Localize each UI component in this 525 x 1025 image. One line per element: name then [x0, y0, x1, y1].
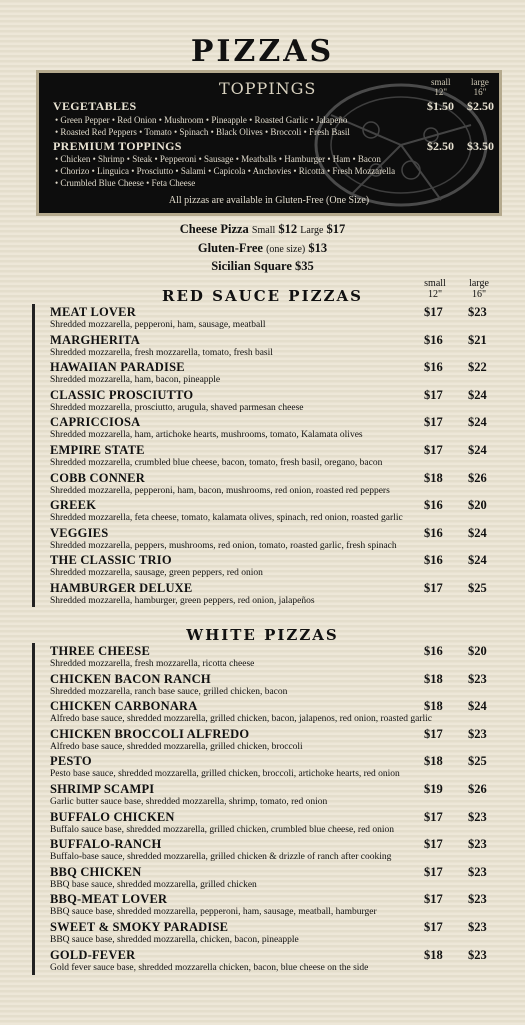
price-large: $23 [468, 947, 487, 962]
price-large: $20 [468, 644, 487, 658]
gluten-free-note: All pizzas are available in Gluten-Free (One Size) [168, 195, 370, 206]
cheese-small-price: $12 [278, 222, 298, 236]
item-name: SWEET & SMOKY PARADISE [50, 920, 229, 934]
vegetables-heading: VEGETABLES [53, 99, 137, 113]
menu-item [50, 498, 500, 526]
price-small: $17 [424, 305, 443, 319]
size-small-label: small [431, 77, 451, 87]
price-small: $17 [424, 581, 443, 595]
menu-item [50, 920, 500, 948]
item-description: Shredded mozzarella, crumbled blue cheese, bacon, tomato, fresh basil, oregano, bacon [50, 458, 383, 468]
gluten-free-price: $13 [308, 240, 328, 255]
vegetables-line: • Green Pepper • Red Onion • Mushroom • Pineapple • Roasted Garlic • Jalapeño [55, 115, 348, 125]
premium-heading: PREMIUM TOPPINGS [53, 139, 182, 153]
price-large: $23 [468, 864, 487, 879]
price-large: $24 [468, 443, 487, 457]
menu-item [50, 360, 500, 388]
item-description: Shredded mozzarella, prosciutto, arugula, shaved parmesan cheese [50, 402, 304, 413]
gluten-free-line [0, 240, 525, 259]
cheese-large-label: Large [300, 225, 324, 236]
item-name: VEGGIES [50, 525, 109, 540]
size-small-inches: 12" [434, 87, 448, 97]
item-name: HAMBURGER DELUXE [50, 581, 193, 595]
price-large: $24 [468, 415, 487, 430]
price-large: $24 [468, 699, 487, 714]
item-name: HAWAIIAN PARADISE [50, 360, 185, 375]
toppings-panel [36, 70, 502, 216]
price-small: $16 [424, 553, 443, 568]
menu-item [50, 865, 500, 893]
page-title: PIZZAS [190, 34, 335, 69]
menu-item [50, 837, 500, 865]
price-large: $23 [468, 726, 487, 741]
item-name: CHICKEN BACON RANCH [50, 671, 211, 686]
item-name: GREEK [50, 498, 97, 513]
price-small: $16 [424, 498, 443, 513]
menu-item [50, 644, 500, 672]
item-description: Garlic butter sauce base, shredded mozzarella, shrimp, tomato, red onion [50, 797, 328, 807]
item-description: Shredded mozzarella, ham, bacon, pineapple [50, 375, 221, 386]
item-description: Alfredo base sauce, shredded mozzarella, grilled chicken, broccoli [50, 741, 303, 752]
item-description: Shredded mozzarella, pepperoni, ham, bacon, mushrooms, red onion, roasted red peppers [50, 485, 390, 496]
price-small: $17 [424, 837, 443, 852]
item-name: BUFFALO CHICKEN [50, 809, 175, 824]
menu-item [50, 415, 500, 443]
price-small: $17 [424, 920, 443, 934]
item-description: Buffalo sauce base, shredded mozzarella, grilled chicken, crumbled blue cheese, red onion [50, 824, 395, 835]
menu-item [50, 754, 500, 782]
size-small-inches: 12" [427, 289, 443, 300]
menu-item [50, 699, 500, 727]
premium-line: • Chicken • Shrimp • Steak • Pepperoni • Sausage • Meatballs • Hamburger • Ham • Bacon [55, 154, 381, 164]
price-small: $17 [424, 864, 443, 879]
menu-item [50, 471, 500, 499]
size-large-label: large [471, 77, 489, 87]
item-name: CHICKEN BROCCOLI ALFREDO [50, 726, 250, 741]
price-small: $18 [424, 470, 443, 485]
item-name: SHRIMP SCAMPI [50, 782, 155, 796]
item-name: THREE CHEESE [50, 644, 151, 658]
price-small: $18 [424, 699, 443, 714]
item-description: Shredded mozzarella, ham, artichoke hearts, mushrooms, tomato, Kalamata olives [50, 430, 363, 441]
premium-price-small: $2.50 [427, 139, 454, 153]
red-section-divider [32, 304, 35, 607]
menu-item [50, 672, 500, 700]
item-description: Alfredo base sauce, shredded mozzarella, grilled chicken, bacon, jalapenos, red onion, roasted garlic [50, 714, 432, 725]
price-small: $17 [424, 443, 443, 457]
price-large: $24 [468, 553, 487, 568]
item-description: BBQ sauce base, shredded mozzarella, pepperoni, ham, sausage, meatball, hamburger [50, 907, 377, 918]
item-name: BUFFALO-RANCH [50, 837, 162, 852]
price-small: $17 [424, 892, 443, 907]
menu-item [50, 782, 500, 810]
price-large: $23 [468, 837, 487, 852]
menu-item [50, 581, 500, 609]
price-large: $21 [468, 332, 487, 347]
size-large-inches: 16" [471, 289, 487, 300]
item-description: BBQ base sauce, shredded mozzarella, grilled chicken [50, 879, 257, 890]
item-description: Shredded mozzarella, peppers, mushrooms, red onion, tomato, roasted garlic, fresh spinach [50, 540, 397, 551]
price-small: $19 [424, 782, 443, 796]
premium-line: • Crumbled Blue Cheese • Feta Cheese [55, 178, 196, 188]
premium-line: • Chorizo • Linguica • Prosciutto • Salami • Capicola • Anchovies • Ricotta • Fresh Mozzarella [55, 166, 396, 176]
item-name: BBQ-MEAT LOVER [50, 892, 168, 907]
vegetables-price-small: $1.50 [427, 99, 454, 113]
item-description: Shredded mozzarella, pepperoni, ham, sausage, meatball [50, 320, 266, 330]
price-large: $25 [468, 754, 487, 769]
price-large: $25 [468, 581, 487, 595]
toppings-size-small [431, 77, 451, 97]
item-name: CAPRICCIOSA [50, 415, 141, 430]
menu-item [50, 553, 500, 581]
item-description: Shredded mozzarella, sausage, green peppers, red onion [50, 568, 263, 579]
item-name: THE CLASSIC TRIO [50, 553, 172, 568]
menu-item [50, 810, 500, 838]
cheese-large-price: $17 [326, 222, 346, 236]
price-small: $17 [424, 809, 443, 824]
pizza-illustration-icon [291, 75, 491, 215]
red-size-large [462, 278, 496, 300]
white-section-divider [32, 643, 35, 975]
sicilian-line: Sicilian Square $35 [211, 259, 314, 273]
item-description: Buffalo-base sauce, shredded mozzarella, grilled chicken & drizzle of ranch after cooking [50, 852, 392, 863]
size-large-inches: 16" [473, 87, 487, 97]
menu-item [50, 305, 500, 333]
price-large: $23 [468, 671, 487, 686]
red-sauce-title: RED SAUCE PIZZAS [162, 287, 363, 305]
vegetables-price-large: $2.50 [467, 99, 494, 113]
price-small: $16 [424, 360, 443, 375]
size-small-label: small [424, 278, 446, 289]
price-large: $26 [468, 782, 487, 796]
price-small: $18 [424, 947, 443, 962]
item-name: MEAT LOVER [50, 305, 136, 319]
price-large: $23 [468, 892, 487, 907]
cheese-pizza-label: Cheese Pizza [179, 222, 249, 236]
price-large: $23 [468, 809, 487, 824]
item-name: EMPIRE STATE [50, 443, 145, 457]
menu-item [50, 727, 500, 755]
size-large-label: large [469, 278, 489, 289]
price-small: $18 [424, 671, 443, 686]
menu-item [50, 388, 500, 416]
toppings-size-large [471, 77, 489, 97]
gluten-free-label: Gluten-Free [197, 240, 263, 255]
vegetables-line: • Roasted Red Peppers • Tomato • Spinach • Black Olives • Broccoli • Fresh Basil [55, 127, 350, 137]
item-name: GOLD-FEVER [50, 947, 136, 962]
price-small: $16 [424, 644, 443, 658]
price-large: $23 [468, 305, 487, 319]
item-name: BBQ CHICKEN [50, 864, 142, 879]
item-name: CLASSIC PROSCIUTTO [50, 387, 194, 402]
price-large: $24 [468, 387, 487, 402]
item-description: Shredded mozzarella, feta cheese, tomato, kalamata olives, spinach, red onion, roasted garlic [50, 513, 403, 524]
gluten-free-size: (one size) [266, 243, 306, 255]
menu-item [50, 948, 500, 976]
price-small: $18 [424, 754, 443, 769]
price-large: $23 [468, 920, 487, 934]
menu-item [50, 892, 500, 920]
red-size-small [418, 278, 452, 300]
item-description: Shredded mozzarella, ranch base sauce, grilled chicken, bacon [50, 686, 288, 697]
item-description: Shredded mozzarella, fresh mozzarella, tomato, fresh basil [50, 347, 273, 358]
price-small: $17 [424, 387, 443, 402]
price-small: $17 [424, 415, 443, 430]
price-large: $20 [468, 498, 487, 513]
premium-price-large: $3.50 [467, 139, 494, 153]
item-description: Shredded mozzarella, fresh mozzarella, ricotta cheese [50, 659, 255, 669]
item-name: CHICKEN CARBONARA [50, 699, 198, 714]
basic-pizzas [0, 221, 525, 275]
menu-item [50, 526, 500, 554]
toppings-title: TOPPINGS [219, 79, 317, 98]
item-description: Shredded mozzarella, hamburger, green peppers, red onion, jalapeños [50, 596, 315, 606]
item-description: Gold fever sauce base, shredded mozzarella chicken, bacon, blue cheese on the side [50, 962, 369, 973]
menu-item [50, 333, 500, 361]
price-small: $16 [424, 332, 443, 347]
price-small: $17 [424, 726, 443, 741]
item-description: Pesto base sauce, shredded mozzarella, grilled chicken, broccoli, artichoke hearts, red onion [50, 769, 400, 780]
item-name: PESTO [50, 754, 92, 769]
cheese-pizza-line [0, 221, 525, 240]
cheese-small-label: Small [251, 225, 276, 236]
price-small: $16 [424, 525, 443, 540]
price-large: $24 [468, 525, 487, 540]
price-large: $22 [468, 360, 487, 375]
item-name: COBB CONNER [50, 470, 145, 485]
item-name: MARGHERITA [50, 332, 140, 347]
menu-item [50, 443, 500, 471]
item-description: BBQ sauce base, shredded mozzarella, chicken, bacon, pineapple [50, 935, 299, 945]
price-large: $26 [468, 470, 487, 485]
white-pizzas-title: WHITE PIZZAS [186, 626, 339, 644]
